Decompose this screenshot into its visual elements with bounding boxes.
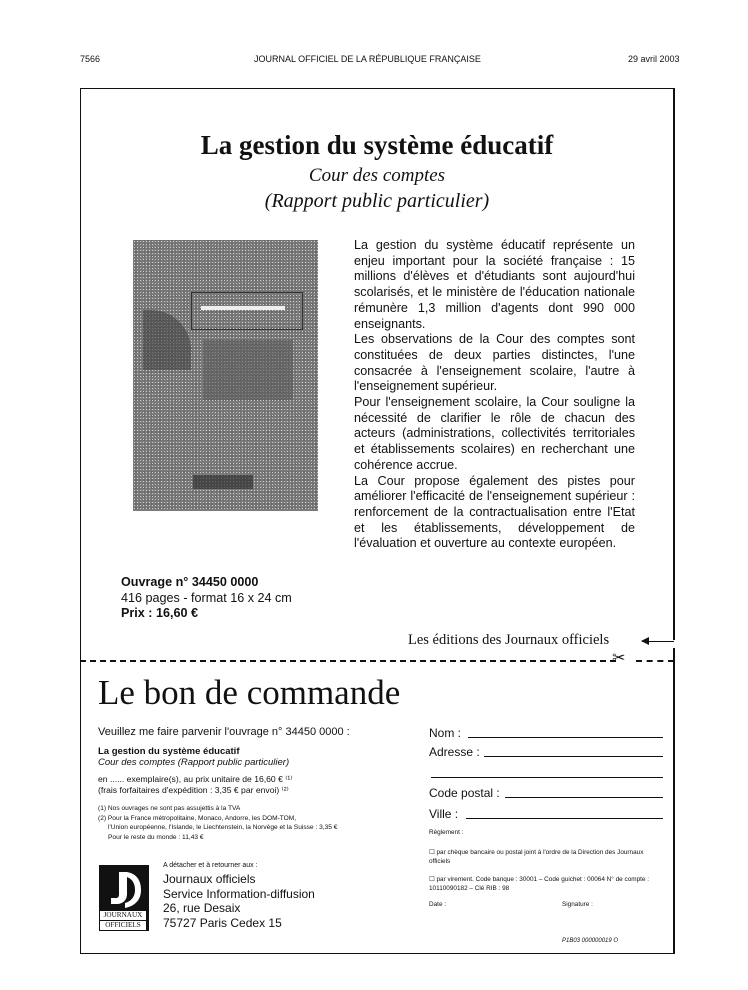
order-book-subtitle: Cour des comptes (Rapport public particulier): [98, 757, 290, 768]
logo-j-mark: [105, 870, 143, 910]
page-number: 7566: [80, 54, 101, 64]
date-label: Date :: [429, 901, 447, 908]
footnote: (2) Pour la France métropolitaine, Monaco, Andorre, les DOM-TOM,: [98, 814, 297, 822]
scissors-icon: ✂: [612, 650, 626, 667]
journal-title: JOURNAL OFFICIEL DE LA RÉPUBLIQUE FRANÇAISE: [254, 54, 481, 64]
adresse-label: Adresse :: [429, 745, 480, 759]
footnotes: [98, 804, 418, 842]
order-request: Veuillez me faire parvenir l'ouvrage n° 34450 0000 :: [98, 726, 350, 738]
book-format: 416 pages - format 16 x 24 cm: [121, 590, 292, 605]
cut-line: [80, 660, 616, 662]
cut-line-end: [636, 660, 674, 662]
address-line: Service Information-diffusion: [163, 886, 315, 901]
adresse-field[interactable]: [484, 756, 663, 757]
reglement-label: Règlement :: [429, 829, 464, 836]
address-line: 26, rue Desaix: [163, 901, 241, 916]
address-line: 75727 Paris Cedex 15: [163, 915, 282, 930]
return-address: [163, 862, 315, 930]
publisher-line: Les éditions des Journaux officiels: [408, 632, 610, 648]
footnote: l'Union européenne, l'Islande, le Liechtenstein, la Norvège et la Suisse : 3,35 €: [108, 824, 338, 831]
order-form-title: Le bon de commande: [98, 673, 401, 712]
code-postal-field[interactable]: [505, 797, 663, 798]
ad-subtitle-2: (Rapport public particulier): [264, 190, 490, 212]
nom-label: Nom :: [429, 726, 462, 740]
ad-subtitle-1: Cour des comptes: [308, 165, 446, 186]
description-paragraph: La gestion du système éducatif représente un enjeu important pour la société française : 15 millions d'élèves et d'étudiants sont aujourd'hui scolarisés, et le ministère de l'éducation nationale rémunère 1,3 million d'agents dont 990 000 enseignants.: [354, 238, 635, 331]
ad-frame-right-lower: [673, 648, 675, 954]
book-price: Prix : 16,60 €: [121, 606, 199, 621]
return-instructions: A détacher et à retourner aux :: [163, 862, 258, 869]
journaux-officiels-logo: [99, 865, 149, 931]
adresse-field-line-2[interactable]: [431, 777, 663, 778]
order-details: [98, 726, 418, 842]
code-postal-label: Code postal :: [429, 786, 500, 800]
book-details: [121, 575, 292, 622]
description-paragraph: Pour l'enseignement scolaire, la Cour souligne la nécessité de clarifier le rôle de chacun des acteurs (administrations, collectivités territoriales et établissements scolaires) en recherchant une cohérence accrue.: [354, 395, 635, 472]
nom-field[interactable]: [468, 737, 663, 738]
footnote: (1) Nos ouvrages ne sont pas assujettis à la TVA: [98, 805, 241, 812]
signature-label: Signature :: [562, 901, 593, 908]
ville-field[interactable]: [466, 818, 663, 819]
issue-date: 29 avril 2003: [628, 54, 680, 64]
quantity-text: en ...... exemplaire(s), au prix unitaire de 16,60 € ⁽¹⁾: [98, 774, 293, 784]
form-reference: P1B03 000000019 O: [562, 938, 619, 944]
order-quantity-line: [98, 774, 418, 796]
shipping-text: (frais forfaitaires d'expédition : 3,35 € par envoi) ⁽²⁾: [98, 785, 289, 795]
description-paragraph: Les observations de la Cour des comptes sont constituées de deux parties distinctes, l'une consacrée à l'enseignement scolaire, l'autre à l'enseignement supérieur.: [354, 332, 635, 394]
payment-option-cheque[interactable]: ☐ par chèque bancaire ou postal joint à l'ordre de la Direction des Journaux officiels: [429, 849, 644, 865]
ville-label: Ville :: [429, 807, 459, 821]
arrow-left-icon: [642, 641, 674, 642]
ad-title: La gestion du système éducatif: [200, 130, 554, 160]
book-cover-image: [133, 240, 318, 511]
footnote: Pour le reste du monde : 11,43 €: [108, 833, 204, 841]
address-line: Journaux officiels: [163, 872, 256, 886]
ad-description: [354, 238, 635, 552]
logo-text: JOURNAUX: [100, 911, 146, 920]
description-paragraph: La Cour propose également des pistes pour améliorer l'efficacité de l'enseignement supérieur : renforcement de la contractualisation entre l'Etat et les établissements, développement de l'évaluation et ouverture au contexte européen.: [354, 473, 635, 551]
logo-text: OFFICIELS: [100, 921, 146, 930]
payment-option-virement[interactable]: ☐ par virement. Code banque : 30001 – Code guichet : 00064 N° de compte : 10110090182 – Clé RIB : 98: [429, 876, 650, 892]
order-book-title: La gestion du système éducatif: [98, 746, 240, 757]
ouvrage-number: Ouvrage n° 34450 0000: [121, 575, 259, 589]
